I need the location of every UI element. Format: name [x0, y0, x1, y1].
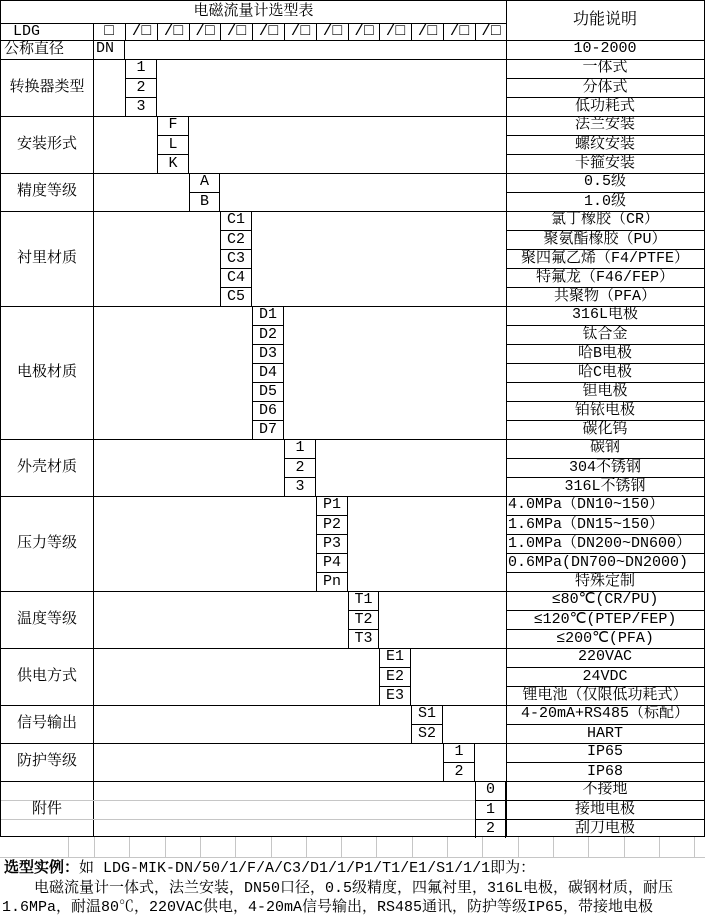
option-description-cell: 碳钢: [589, 439, 620, 456]
option-description-cell: 316L电极: [571, 306, 638, 323]
option-description-cell: 螺纹安装: [506, 135, 704, 154]
model-code-cell: /□: [189, 23, 220, 40]
example-model-code: 如 LDG-MIK-DN/50/1/F/A/C3/D1/1/P1/T1/E1/S1/1/1即为：: [79, 860, 536, 877]
model-code-cell: /□: [220, 23, 252, 40]
spreadsheet-gridline: [588, 837, 589, 858]
option-description-cell: 碳化钨: [506, 420, 704, 439]
option-description-cell: 哈C电极: [506, 363, 704, 382]
selection-example: [0, 858, 705, 916]
model-code-cell: /□: [411, 23, 443, 40]
option-code-cell: C1: [220, 211, 252, 230]
section-label-6: 外壳材质: [16, 459, 77, 476]
option-description-cell: 聚氨酯橡胶（PU）: [506, 230, 704, 249]
model-code-cell: /□: [252, 23, 284, 40]
spreadsheet-gridline: [94, 837, 95, 858]
option-description-cell: 316L不锈钢: [506, 477, 704, 496]
section-label-5: 电极材质: [16, 364, 77, 381]
option-code-cell: E3: [379, 686, 411, 705]
option-code-cell: C2: [220, 230, 252, 249]
option-code-cell: C4: [220, 268, 252, 287]
option-description-cell: 0.5级: [583, 173, 626, 190]
spreadsheet-gridline: [341, 837, 342, 858]
spreadsheet-gridline: [624, 837, 625, 858]
option-code-cell: 2: [284, 458, 316, 477]
spreadsheet-gridline: [659, 837, 660, 858]
option-code-cell: S1: [411, 705, 443, 724]
option-description-cell: HART: [506, 724, 704, 743]
option-code-cell: 0: [475, 781, 506, 800]
section-label-10: 信号输出: [16, 715, 77, 732]
option-description-cell: 24VDC: [506, 667, 704, 686]
option-code-cell: B: [189, 192, 220, 211]
section-label-12: 附件: [31, 801, 62, 818]
option-description-cell: 4.0MPa（DN10~150）: [508, 496, 665, 513]
option-description-cell: 不接地: [582, 781, 628, 798]
spreadsheet-gridline: [306, 837, 307, 858]
option-code-cell: DN: [93, 40, 125, 59]
section-label-7: 压力等级: [16, 535, 77, 552]
option-description-cell: 304不锈钢: [506, 458, 704, 477]
option-description-cell: 低功耗式: [506, 97, 704, 116]
spreadsheet-gridline: [200, 837, 201, 858]
option-code-cell: P4: [316, 553, 348, 572]
spreadsheet-gridline: [694, 837, 695, 858]
option-description-cell: 特殊定制: [506, 572, 704, 591]
option-description-cell: ≤200℃(PFA): [506, 629, 704, 648]
model-prefix-label: LDG: [13, 23, 41, 40]
option-code-cell: D5: [252, 382, 284, 401]
option-description-cell: 1.0MPa（DN200~DN600）: [506, 534, 704, 553]
option-description-cell: IP68: [506, 762, 704, 781]
option-code-cell: L: [157, 135, 189, 154]
option-description-cell: 法兰安装: [574, 116, 635, 133]
option-code-cell: D6: [252, 401, 284, 420]
option-description-cell: ≤120℃(PTEP/FEP): [506, 610, 704, 629]
spreadsheet-gridline: [447, 837, 448, 858]
section-label-4: 衬里材质: [16, 250, 77, 267]
function-column-header: 功能说明: [572, 11, 637, 29]
option-description-cell: 4-20mA+RS485（标配）: [520, 705, 690, 722]
option-code-cell: 3: [125, 97, 157, 116]
model-code-cell: /□: [157, 23, 189, 40]
section-label-3: 精度等级: [16, 183, 77, 200]
option-description-cell: 接地电极: [506, 800, 704, 819]
example-line: [0, 858, 705, 879]
model-code-cell: /□: [284, 23, 316, 40]
option-code-cell: 2: [443, 762, 475, 781]
model-code-cell: /□: [379, 23, 411, 40]
option-description-cell: 哈B电极: [506, 344, 704, 363]
option-code-cell: C3: [220, 249, 252, 268]
option-code-cell: P1: [316, 496, 348, 515]
option-code-cell: P3: [316, 534, 348, 553]
option-description-cell: 0.6MPa(DN700~DN2000): [506, 553, 704, 572]
spreadsheet-gridline: [271, 837, 272, 858]
option-description-cell: 1.0级: [506, 192, 704, 211]
option-code-cell: A: [189, 173, 220, 192]
option-code-cell: T3: [348, 629, 379, 648]
option-code-cell: T2: [348, 610, 379, 629]
rule-line: [93, 23, 94, 836]
model-code-cell: /□: [475, 23, 506, 40]
option-description-cell: 分体式: [506, 78, 704, 97]
example-description-line-2: 1.6MPa，耐温80℃，220VAC供电，4-20mA信号输出，RS485通讯，防护等级IP65，带接地电极: [2, 899, 654, 916]
option-code-cell: 2: [475, 819, 506, 838]
option-description-cell: 10-2000: [573, 40, 637, 57]
option-description-cell: 聚四氟乙烯（F4/PTFE）: [506, 249, 704, 268]
example-label: 选型实例：: [4, 860, 80, 877]
option-code-cell: 1: [475, 800, 506, 819]
option-code-cell: S2: [411, 724, 443, 743]
section-label-1: 转换器类型: [9, 79, 85, 96]
spreadsheet-gridline-row: [0, 837, 705, 858]
spreadsheet-gridline: [129, 837, 130, 858]
model-code-cell: /□: [125, 23, 157, 40]
option-code-cell: P2: [316, 515, 348, 534]
option-code-cell: Pn: [316, 572, 348, 591]
section-label-11: 防护等级: [16, 753, 77, 770]
option-description-cell: 一体式: [582, 59, 628, 76]
option-code-cell: D4: [252, 363, 284, 382]
spreadsheet-gridline: [376, 837, 377, 858]
spreadsheet-gridline: [68, 837, 69, 858]
option-description-cell: 钛合金: [506, 325, 704, 344]
option-code-cell: F: [157, 116, 189, 135]
section-label-8: 温度等级: [16, 611, 77, 628]
spreadsheet-gridline: [518, 837, 519, 858]
spreadsheet-gridline: [482, 837, 483, 858]
section-label-2: 安装形式: [16, 136, 77, 153]
spreadsheet-gridline: [553, 837, 554, 858]
option-description-cell: 铂铱电极: [506, 401, 704, 420]
section-label-9: 供电方式: [16, 668, 77, 685]
option-code-cell: T1: [348, 591, 379, 610]
option-description-cell: 钽电极: [506, 382, 704, 401]
option-code-cell: 1: [443, 743, 475, 762]
option-description-cell: 共聚物（PFA）: [506, 287, 704, 306]
option-description-cell: 卡箍安装: [506, 154, 704, 173]
option-code-cell: C5: [220, 287, 252, 306]
model-code-cell: □: [104, 23, 114, 40]
option-code-cell: 1: [284, 439, 316, 458]
option-description-cell: IP65: [586, 743, 623, 760]
option-code-cell: 2: [125, 78, 157, 97]
model-code-cell: /□: [348, 23, 379, 40]
option-code-cell: 3: [284, 477, 316, 496]
example-description-line-1: 电磁流量计一体式，法兰安装，DN50口径，0.5级精度，四氟衬里，316L电极，碳钢材质，耐压: [34, 880, 674, 897]
spreadsheet-gridline: [412, 837, 413, 858]
option-code-cell: D2: [252, 325, 284, 344]
option-code-cell: K: [157, 154, 189, 173]
section-label-0: 公称直径: [4, 41, 65, 58]
option-code-cell: E1: [379, 648, 411, 667]
option-code-cell: D7: [252, 420, 284, 439]
option-code-cell: E2: [379, 667, 411, 686]
spreadsheet-gridline: [165, 837, 166, 858]
option-description-cell: 特氟龙（F46/FEP）: [506, 268, 704, 287]
option-description-cell: 刮刀电极: [506, 819, 704, 838]
option-description-cell: 1.6MPa（DN15~150）: [506, 515, 704, 534]
spreadsheet-gridline: [235, 837, 236, 858]
option-description-cell: 220VAC: [577, 648, 632, 665]
table-title: 电磁流量计选型表: [193, 3, 314, 20]
option-description-cell: ≤80℃(CR/PU): [551, 591, 659, 608]
option-code-cell: 1: [125, 59, 157, 78]
option-code-cell: D3: [252, 344, 284, 363]
option-description-cell: 氯丁橡胶（CR）: [550, 211, 659, 228]
model-code-cell: /□: [443, 23, 475, 40]
option-description-cell: 锂电池（仅限低功耗式）: [506, 686, 704, 705]
option-code-cell: D1: [252, 306, 284, 325]
model-code-cell: /□: [316, 23, 348, 40]
